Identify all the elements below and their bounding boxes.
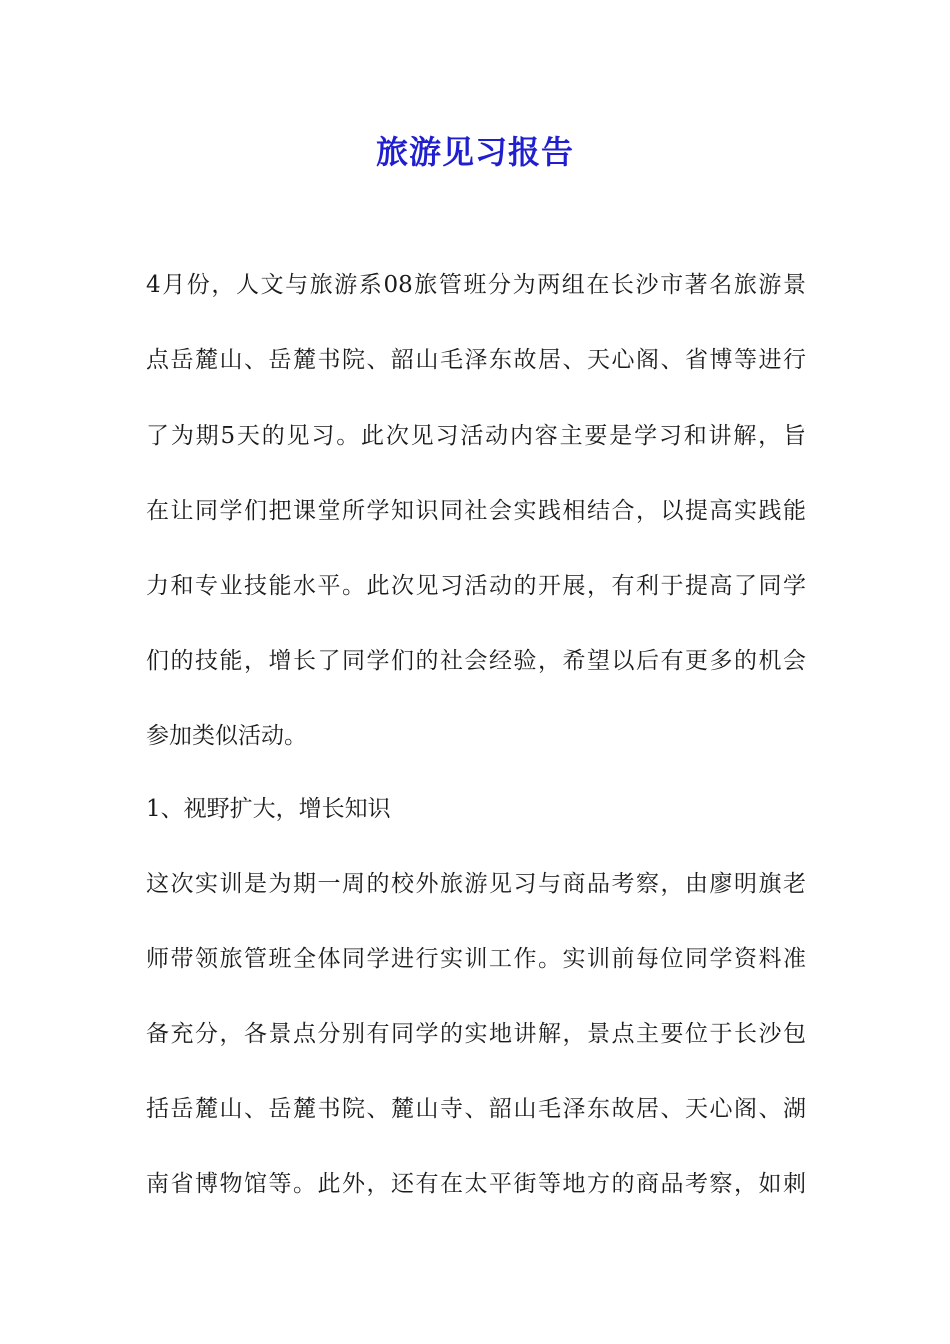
paragraph-1-line-4: 在让同学们把课堂所学知识同社会实践相结合，以提高实践能 (146, 498, 806, 524)
paragraph-2-line-1: 这次实训是为期一周的校外旅游见习与商品考察，由廖明旗老 (146, 871, 806, 897)
paragraph-1-line-5: 力和专业技能水平。此次见习活动的开展，有利于提高了同学 (146, 573, 806, 599)
document-title: 旅游见习报告 (375, 133, 574, 171)
paragraph-2-line-5: 南省博物馆等。此外，还有在太平街等地方的商品考察，如刺 (146, 1171, 806, 1197)
paragraph-1-line-1: 4月份，人文与旅游系08旅管班分为两组在长沙市著名旅游景 (146, 272, 806, 298)
paragraph-2-line-4: 括岳麓山、岳麓书院、麓山寺、韶山毛泽东故居、天心阁、湖 (146, 1096, 806, 1122)
paragraph-1-line-6: 们的技能，增长了同学们的社会经验，希望以后有更多的机会 (146, 648, 806, 674)
paragraph-1-line-3: 了为期5天的见习。此次见习活动内容主要是学习和讲解，旨 (146, 423, 806, 449)
section-heading-1: 1、视野扩大，增长知识 (146, 796, 391, 822)
paragraph-1-line-7: 参加类似活动。 (146, 723, 307, 749)
paragraph-2-line-2: 师带领旅管班全体同学进行实训工作。实训前每位同学资料准 (146, 946, 806, 972)
paragraph-2-line-3: 备充分，各景点分别有同学的实地讲解，景点主要位于长沙包 (146, 1021, 806, 1047)
paragraph-1-line-2: 点岳麓山、岳麓书院、韶山毛泽东故居、天心阁、省博等进行 (146, 347, 806, 373)
